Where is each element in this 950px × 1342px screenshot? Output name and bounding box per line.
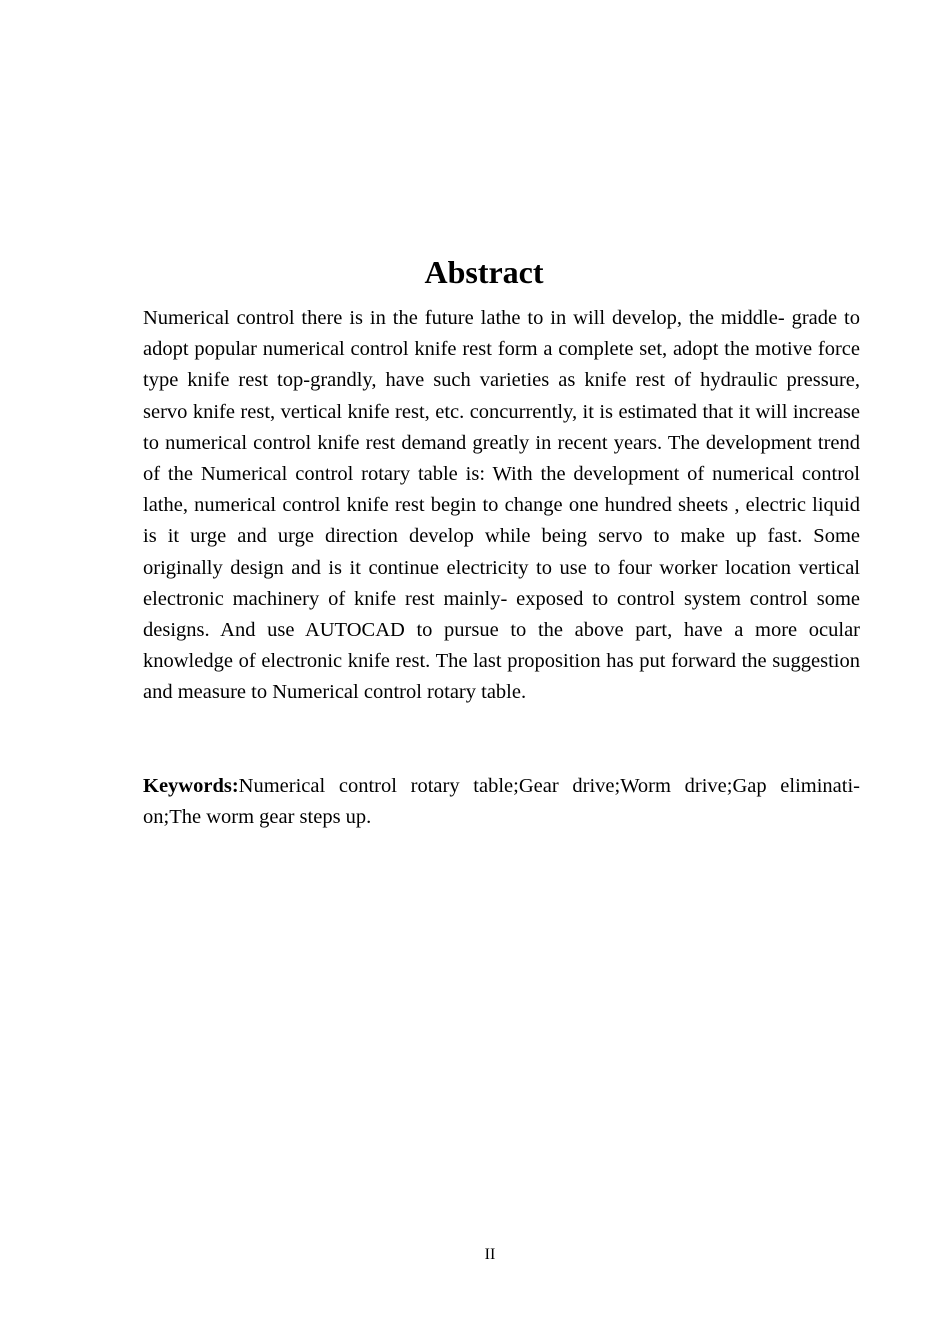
abstract-body: Numerical control there is in the future lathe to in will develop, the middle- grade to adopt popular numerical control knife rest form a complete set, adopt the motive force type knife rest top-grandly, have such varieties as knife rest of hydraulic pressure, servo knife rest, vertical knife rest, etc. concurrently, it is estimated that it will increase to numerical control knife rest demand greatly in recent years. The development trend of the Numerical control rotary table is: With the development of numerical control lathe, numerical control knife rest begin to change one hundred sheets , electric liquid is it urge and urge direction develop while being servo to make up fast. Some originally design and is it continue electricity to use to four worker location vertical electronic machinery of knife rest mainly- exposed to control system control some designs. And use AUTOCAD to pursue to the above part, have a more ocular knowledge of electronic knife rest. The last proposition has put forward the suggestion and measure to Numerical control rotary table. — [143, 307, 860, 704]
keywords-label: Keywords: — [143, 775, 239, 797]
keywords-text: Numerical control rotary table;Gear drive;Worm drive;Gap eliminati-on;The worm gear steps up. — [143, 775, 860, 829]
keywords-paragraph — [143, 771, 860, 833]
abstract-title: Abstract — [424, 254, 544, 290]
page-number: II — [484, 1246, 496, 1263]
